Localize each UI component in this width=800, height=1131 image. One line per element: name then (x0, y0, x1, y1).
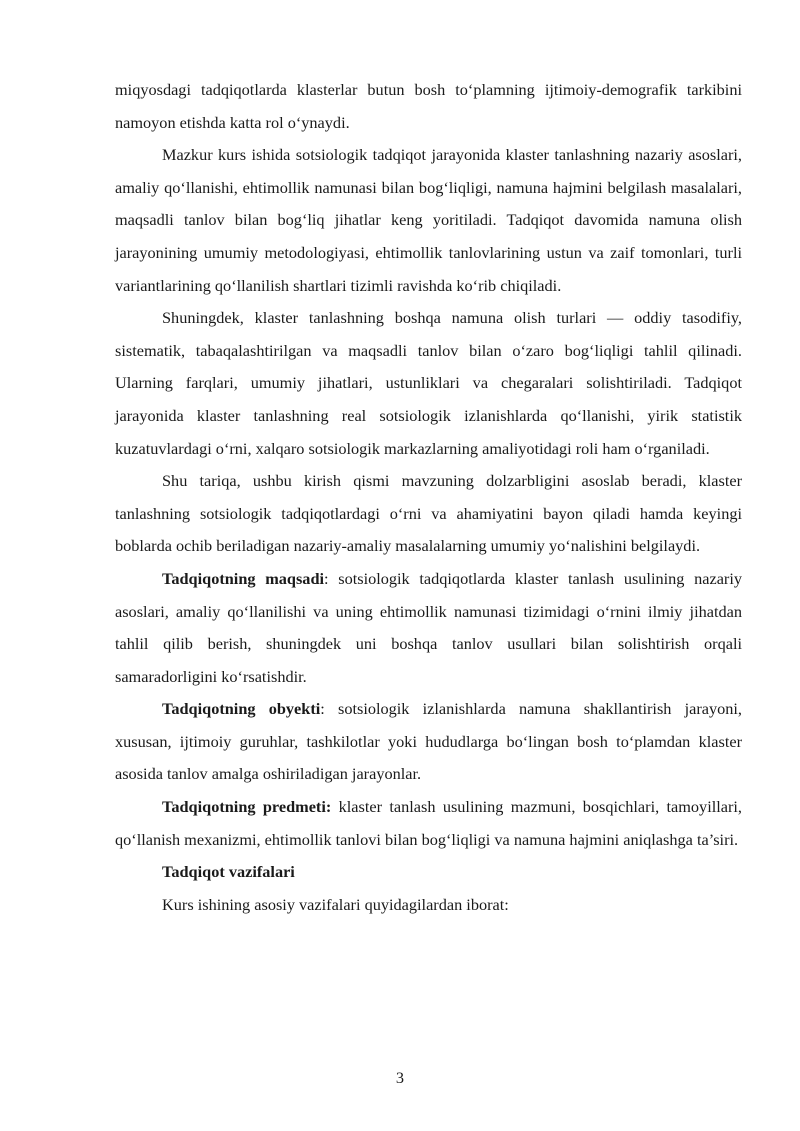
paragraph-research-goal (115, 563, 742, 693)
paragraph-research-object (115, 693, 742, 791)
paragraph-tasks-intro: Kurs ishining asosiy vazifalari quyidagilardan iborat: (162, 894, 509, 914)
paragraph-sampling-comparison: Shuningdek, klaster tanlashning boshqa namuna olish turlari — oddiy tasodifiy, sistematik, tabaqalashtirilgan va maqsadli tanlov bilan o‘zaro bog‘liqligi tahlil qilinadi. Ularning farqlari, umumiy jihatlari, ustunliklari va chegaralari solishtiriladi. Tadqiqot jarayonida klaster tanlashning real sotsiologik izlanishlarda qo‘llanishi, yirik statistik kuzatuvlardagi o‘rni, xalqaro sotsiologik markazlarning amaliyotidagi roli ham o‘rganiladi. (115, 308, 742, 458)
research-subject-text: klaster tanlash usulining mazmuni, bosqichlari, tamoyillari, qo‘llanish mexanizmi, ehtimollik tanlovi bilan bog‘liqligi va namuna hajmini aniqlashga ta’siri. (115, 797, 743, 849)
paragraph-continuation: miqyosdagi tadqiqotlarda klasterlar butun bosh to‘plamning ijtimoiy-demografik tarkibini namoyon etishda katta rol o‘ynaydi. (115, 80, 742, 132)
paragraph-intro-summary: Shu tariqa, ushbu kirish qismi mavzuning dolzarbligini asoslab beradi, klaster tanlashning sotsiologik tadqiqotlardagi o‘rni va ahamiyatini bayon qiladi hamda keyingi boblarda ochib beriladigan nazariy-amaliy masalalarning umumiy yo‘nalishini belgilaydi. (115, 471, 742, 556)
research-object-label: Tadqiqotning obyekti (162, 699, 321, 719)
research-object-text: : sotsiologik izlanishlarda namuna shakllantirish jarayoni, xususan, ijtimoiy guruhlar, tashkilotlar yoki hududlarga bo‘lingan bosh to‘plamdan klaster asosida tanlov amalga oshiriladigan jarayonlar. (115, 699, 743, 784)
research-goal-text: : sotsiologik tadqiqotlarda klaster tanlash usulining nazariy asoslari, amaliy qo‘llanilishi va uning ehtimollik namunasi tizimidagi o‘rnini ilmiy jihatdan tahlil qilib berish, shuningdek uni boshqa tanlov usullari bilan solishtirish orqali samaradorligini ko‘rsatishdir. (115, 568, 743, 686)
paragraph-course-overview: Mazkur kurs ishida sotsiologik tadqiqot jarayonida klaster tanlashning nazariy asoslari, amaliy qo‘llanishi, ehtimollik namunasi bilan bog‘liqligi, namuna hajmini belgilash masalalari, maqsadli tanlov bilan bog‘liq jihatlar keng yoritiladi. Tadqiqot davomida namuna olish jarayonining umumiy metodologiyasi, ehtimollik tanlovlarining ustun va zaif tomonlari, turli variantlarining qo‘llanilish shartlari tizimli ravishda ko‘rib chiqiladi. (115, 145, 742, 295)
document-page (115, 74, 742, 921)
research-goal-label: Tadqiqotning maqsadi (162, 568, 325, 588)
section-heading-tasks: Tadqiqot vazifalari (162, 862, 295, 882)
paragraph-research-subject (115, 791, 742, 856)
research-subject-label: Tadqiqotning predmeti: (162, 797, 332, 817)
page-number: 3 (395, 1068, 405, 1087)
